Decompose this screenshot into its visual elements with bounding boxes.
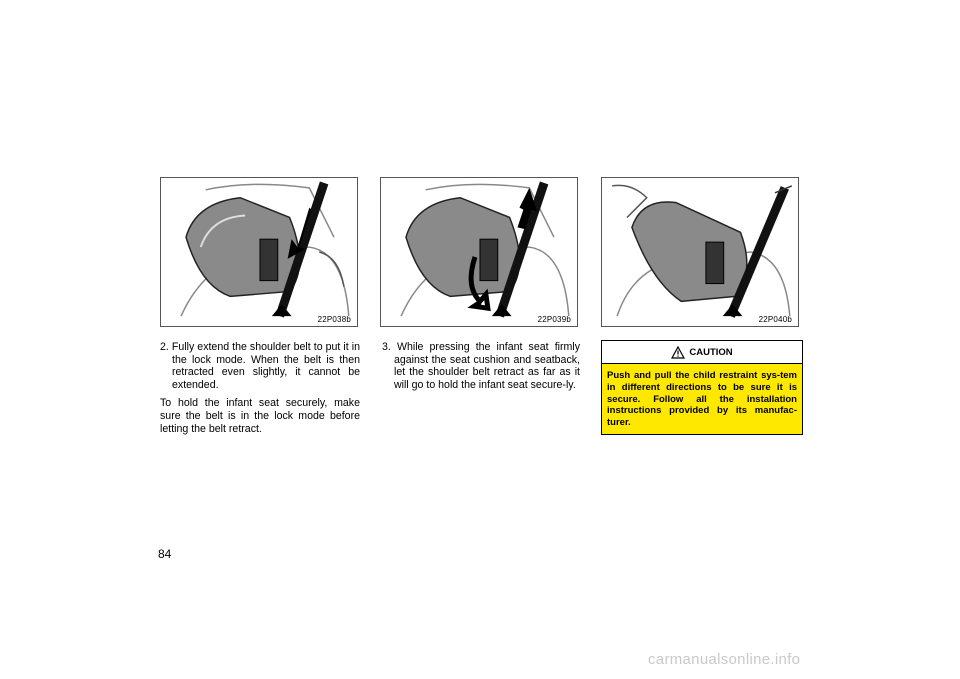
watermark: carmanualsonline.info: [648, 651, 801, 668]
lock-mode-paragraph: To hold the infant seat securely, make sure the belt is in the lock mode before letting the belt retract.: [160, 397, 360, 435]
step-3-text: 3. While pressing the infant seat firmly against the seat cushion and seatback, let the shoulder belt retract as far as it will go to hold the infant seat secure-ly.: [382, 341, 580, 391]
caution-header: [602, 341, 802, 364]
figure-code: 22P038b: [317, 315, 351, 324]
figure-shoulder-belt-extend: [160, 177, 358, 327]
figure-code: 22P039b: [537, 315, 571, 324]
warning-triangle-icon: [671, 346, 685, 359]
step-2-text: 2. Fully extend the shoulder belt to put it in the lock mode. When the belt is then retracted even slightly, it cannot be extended.: [160, 341, 360, 391]
column-1-text: [160, 341, 360, 435]
page-number: 84: [158, 547, 172, 561]
column-2-text: [382, 341, 580, 397]
infant-seat-illustration-3: [602, 178, 798, 326]
figure-belt-retract: [380, 177, 578, 327]
caution-text: Push and pull the child restraint sys-tem in different directions to be sure it is secure. Follow all the installation instructions provided by its manufac-turer.: [607, 370, 797, 429]
caution-title: CAUTION: [689, 346, 733, 358]
figure-code: 22P040b: [758, 315, 792, 324]
figure-push-pull-seat: [601, 177, 799, 327]
caution-box: [601, 340, 803, 435]
infant-seat-illustration-2: [381, 178, 577, 326]
infant-seat-illustration-1: [161, 178, 357, 326]
